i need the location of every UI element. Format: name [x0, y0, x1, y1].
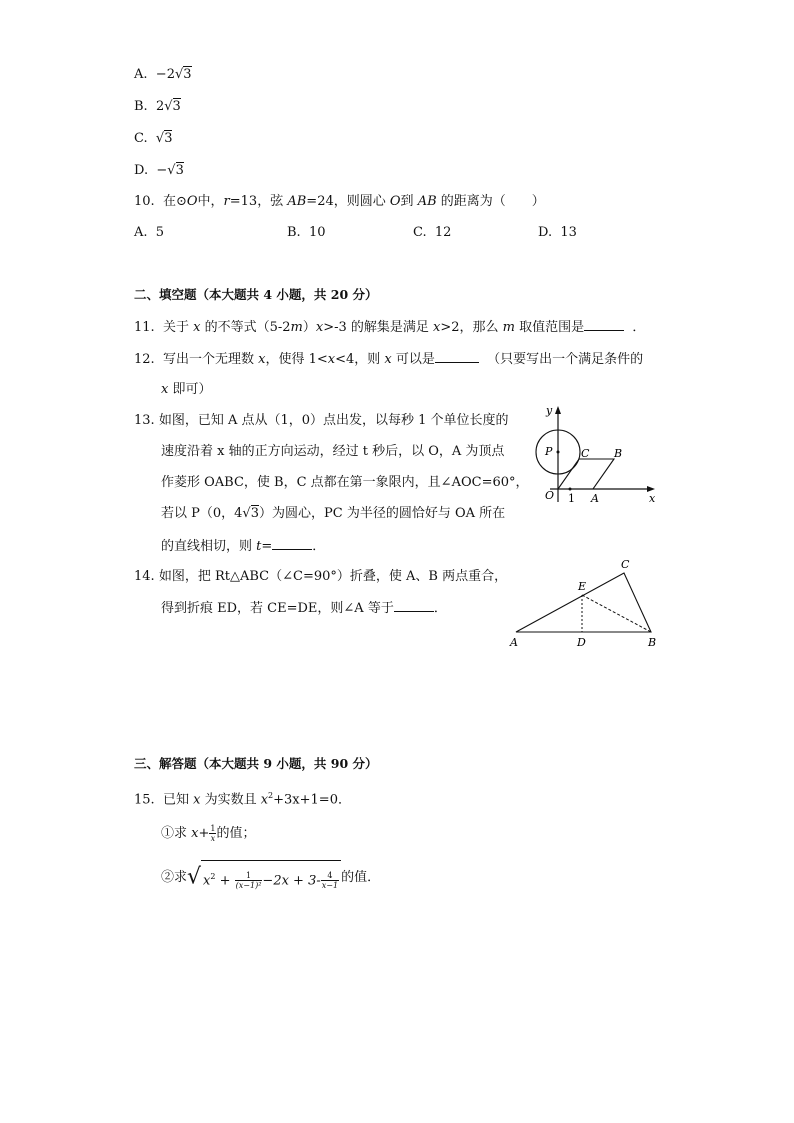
answer-blank: [394, 599, 434, 612]
label-p: P: [545, 445, 553, 458]
section-heading-fill-in: 二、填空题（本大题共 4 小题，共 20 分）: [134, 287, 378, 302]
label-a: A: [591, 492, 599, 505]
sqrt-symbol: √: [164, 99, 173, 114]
q12-stem-cont: x 即可）: [161, 382, 212, 397]
sqrt-symbol: √: [187, 864, 202, 890]
q12-stem: 12. 写出一个无理数 x，使得 1<x<4，则 x 可以是 （只要写出一个满足条件的: [134, 352, 644, 367]
radicand: $x^2$ + $\frac{1}{\text{(x−1)²}}$ −2x + 3- $\frac{4}{x-1}$: [201, 860, 341, 895]
point-p: [557, 451, 560, 454]
sqrt-symbol: √: [174, 67, 184, 82]
q15-part1: ①求 x+ $\frac{1}{x}$ 的值；: [161, 824, 256, 843]
rhombus-oabc: [558, 459, 614, 489]
label-a: A: [510, 636, 518, 649]
label-o: O: [545, 489, 555, 502]
q10-choice-c: C. 12: [413, 225, 452, 240]
answer-blank: [435, 350, 479, 363]
q9-option-d: D. −√3: [134, 163, 184, 178]
label-b: B: [614, 447, 623, 460]
segment-eb: [582, 595, 651, 632]
q9-option-a: A. −2√3: [134, 67, 192, 82]
q14-line1: 14. 如图，把 Rt△ABC（∠C=90°）折叠，使 A、B 两点重合，: [134, 569, 508, 584]
q13-line1: 13. 如图，已知 A 点从（1，0）点出发，以每秒 1 个单位长度的: [134, 413, 509, 428]
q10-choice-d: D. 13: [538, 225, 577, 240]
q10-choice-a: A. 5: [134, 225, 165, 240]
section-heading-solve: 三、解答题（本大题共 9 小题，共 90 分）: [134, 756, 378, 771]
label-y: y: [546, 404, 553, 417]
q9-option-b: B. 2√3: [134, 99, 181, 114]
q9-option-c: C. √3: [134, 131, 173, 146]
point-one: [569, 488, 572, 491]
sqrt-symbol: √: [242, 506, 251, 521]
q10-stem: 10. 在⊙O中，r=13，弦 AB=24，则圆心 O到 AB 的距离为（ ）: [134, 194, 545, 209]
q15-part2: ②求√ $x^2$ + $\frac{1}{\text{(x−1)²}}$ −2x + 3- $\frac{4}{x-1}$ 的值．: [161, 860, 380, 895]
answer-blank: [584, 318, 624, 331]
sqrt-symbol: √: [167, 163, 176, 178]
q13-line2: 速度沿着 x 轴的正方向运动，经过 t 秒后，以 O，A 为顶点: [161, 444, 505, 459]
label-x: x: [649, 492, 656, 505]
fraction-1-over-x-minus-1-sq: $\frac{1}{\text{(x−1)²}}$: [235, 871, 262, 891]
label-b: B: [648, 636, 657, 649]
q14-line2: 得到折痕 ED，若 CE=DE，则∠A 等于 ．: [161, 601, 447, 616]
q11-stem: 11. 关于 x 的不等式（5-2m）x>-3 的解集是满足 x>2，那么 m 取值范围是 ．: [134, 320, 646, 335]
label-d: D: [577, 636, 586, 649]
label-one: 1: [568, 492, 575, 505]
q13-line5: 的直线相切，则 t= ．: [161, 539, 326, 554]
label-c: C: [621, 558, 630, 571]
q10-choice-b: B. 10: [287, 225, 326, 240]
y-axis-arrow: [555, 406, 561, 414]
fraction-one-over-x: $\frac{1}{x}$: [210, 824, 216, 843]
answer-blank: [272, 537, 312, 550]
sqrt-symbol: √: [155, 131, 165, 146]
q13-line3: 作菱形 OABC，使 B，C 点都在第一象限内，且∠AOC=60°，: [161, 475, 529, 490]
q13-line4: 若以 P（0，4√3）为圆心，PC 为半径的圆恰好与 OA 所在: [161, 506, 506, 521]
fraction-4-over-x-minus-1: $\frac{4}{x-1}$: [321, 871, 339, 891]
q14-figure: [504, 556, 666, 652]
q13-figure: [528, 402, 668, 512]
label-c: C: [581, 447, 590, 460]
label-e: E: [578, 580, 587, 593]
q15-stem: 15. 已知 x 为实数且 $x^2+3x+1=0$．: [134, 791, 351, 808]
